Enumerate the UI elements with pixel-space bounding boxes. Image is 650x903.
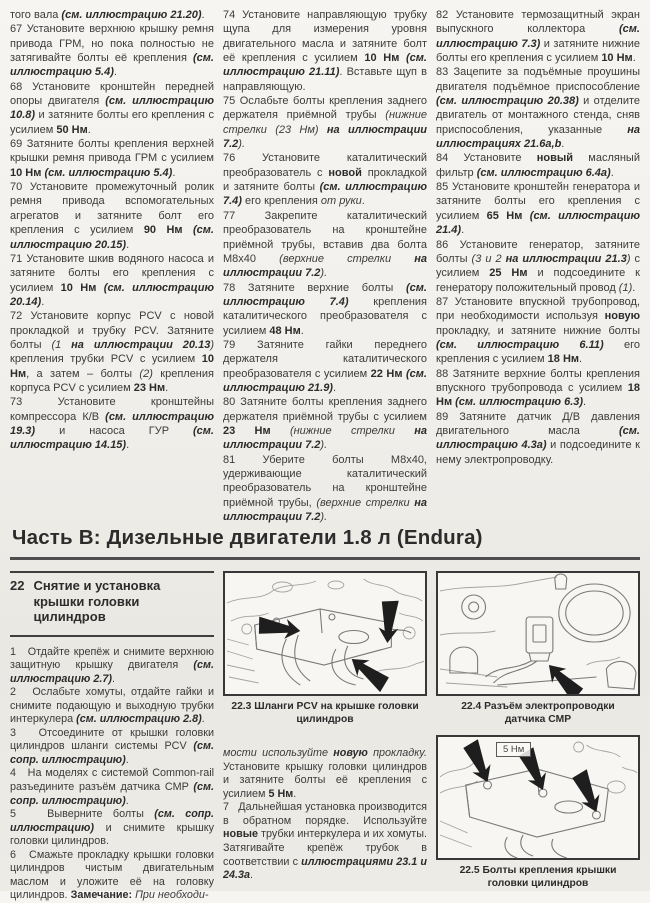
paragraph: 85 Установите кронштейн генератора и затяните болты его крепления с усилием 65 Нм (см. иллюстрацию 21.4).	[436, 181, 640, 237]
top-column-1	[10, 8, 214, 453]
section-steps-column-1	[10, 646, 214, 903]
paragraph: 74 Установите направляющую трубку щупа для измерения уровня двигательного масла и затяните болт её крепления с усилием 10 Нм (см. иллюстрацию 21.11). Вставьте щуп в направляющую.	[223, 9, 427, 93]
bottom-column-3	[436, 571, 640, 890]
paragraph: мости используйте новую прокладку. Установите крышку головки цилиндров и затяните болты её крепления с усилием 5 Нм.	[223, 747, 427, 800]
top-column-3	[436, 8, 640, 467]
part-header	[10, 525, 640, 560]
paragraph: 72 Установите корпус PCV с новой прокладкой и трубку PCV. Затяните болты (1 на иллюстрации 20.13) крепления трубки PCV с усилием 10 Нм, а затем – болты (2) крепления корпуса PCV с усилием 23 Нм.	[10, 310, 214, 394]
figure-caption-22-5: 22.5 Болты крепления крышки головки цилиндров	[459, 865, 617, 889]
paragraph: 3 Отсоедините от крышки головки цилиндров шланги системы PCV (см. сопр. иллюстрацию).	[10, 726, 214, 766]
paragraph: 78 Затяните верхние болты (см. иллюстрацию 7.4) крепления каталитического преобразователя с усилием 48 Нм.	[223, 281, 427, 337]
figure-22-5	[436, 735, 640, 890]
paragraph: 89 Затяните датчик Д/В давления двигательного масла (см. иллюстрацию 4.3а) и подсоедините к нему электропроводку.	[436, 410, 640, 466]
section-steps-column-2	[223, 747, 427, 882]
section-title: Снятие и установка крышки головки цилиндров	[33, 578, 161, 624]
section-22	[10, 571, 640, 903]
section-heading	[10, 571, 214, 637]
paragraph: 68 Установите кронштейн передней опоры двигателя (см. иллюстрацию 10.8) и затяните болты его крепления с усилием 50 Нм.	[10, 80, 214, 136]
paragraph: 75 Ослабьте болты крепления заднего держателя приёмной трубы (нижние стрелки (23 Нм) на иллюстрации 7.2).	[223, 95, 428, 151]
figure-caption-22-4: 22.4 Разъём электропроводки датчика CMP	[461, 701, 615, 725]
paragraph: 7 Дальнейшая установка производится в обратном порядке. Используйте новые трубки интеркулера и их хомуты. Затягивайте крепёж трубок в соответствии с иллюстрациями 23.1 и 24.3а.	[223, 801, 427, 882]
paragraph: 84 Установите новый масляный фильтр (см. иллюстрацию 6.4а).	[436, 152, 640, 179]
part-title: Часть В: Дизельные двигатели 1.8 л (Endura)	[12, 526, 483, 549]
photo-frame-22-4	[436, 571, 640, 696]
paragraph: 5 Выверните болты (см. сопр. иллюстрацию) и снимите крышку головки цилиндров.	[10, 808, 214, 848]
bottom-column-2	[223, 571, 427, 883]
section-number: 22	[10, 578, 25, 593]
paragraph: 4 На моделях с системой Common-rail разъедините разъём датчика CMP (см. сопр. иллюстрацию).	[10, 767, 214, 807]
photo-frame-22-3	[223, 571, 427, 696]
figure-caption-22-3: 22.3 Шланги PCV на крышке головки цилиндров	[231, 701, 419, 725]
paragraph: 83 Зацепите за подъёмные проушины двигателя подъёмное приспособление (см. иллюстрацию 20.38) и отделите двигатель от монтажного стенда, сняв приспособления, указанные на иллюстрациях 21.6а,b.	[436, 66, 641, 151]
paragraph: 6 Смажьте прокладку крышки головки цилиндров чистым двигательным маслом и уложите её на головку цилиндров. Замечание: При необходи-	[10, 848, 214, 902]
paragraph: 86 Установите генератор, затяните болты (3 и 2 на иллюстрации 21.3) с усилием 25 Нм и подсоедините к генератору положительный провод (1).	[436, 238, 640, 294]
bottom-column-1	[10, 571, 214, 903]
paragraph: 82 Установите термозащитный экран выпускного коллектора (см. иллюстрацию 7.3) и затяните нижние болты его крепления с усилием 10 Нм.	[436, 9, 640, 65]
photo-frame-22-5	[436, 735, 640, 860]
paragraph: 77 Закрепите каталитический преобразователь на кронштейне приёмной трубы, вставив два болта М8х40 (верхние стрелки на иллюстрации 7.2).	[223, 209, 427, 280]
paragraph: 71 Установите шкив водяного насоса и затяните болты его крепления с усилием 10 Нм (см. иллюстрацию 20.14).	[10, 252, 214, 308]
paragraph: 87 Установите впускной трубопровод, при необходимости используя новую прокладку, и затяните нижние болты (см. иллюстрацию 6.11) его крепления с усилием 18 Нм.	[436, 295, 640, 366]
paragraph: 79 Затяните гайки переднего держателя каталитического преобразователя с усилием 22 Нм (см. иллюстрацию 21.9).	[223, 338, 427, 394]
paragraph: 2 Ослабьте хомуты, отдайте гайки и снимите подающую и выходную трубки интеркулера (см. иллюстрацию 2.8).	[10, 686, 214, 726]
paragraph: 67 Установите верхнюю крышку ремня привода ГРМ, но пока полностью не затягивайте болты её крепления (см. иллюстрацию 5.4).	[10, 23, 214, 79]
figure-22-3	[223, 571, 427, 726]
paragraph: 76 Установите каталитический преобразователь с новой прокладкой и затяните болты (см. иллюстрацию 7.4) его крепления от руки.	[223, 152, 427, 208]
torque-label: 5 Нм	[496, 742, 531, 757]
paragraph: 80 Затяните болты крепления заднего держателя приёмной трубы с усилием 23 Нм (нижние стрелки на иллюстрации 7.2).	[223, 396, 427, 452]
engine-pcv-hoses-illustration	[225, 573, 425, 694]
paragraph: 73 Установите кронштейны компрессора К/В (см. иллюстрацию 19.3) и насоса ГУР (см. иллюстрацию 14.15).	[10, 396, 215, 452]
arrow-marker-icon	[570, 769, 605, 816]
paragraph: 1 Отдайте крепёж и снимите верхнюю защитную крышку двигателя (см. иллюстрацию 2.7).	[10, 645, 214, 685]
cmp-sensor-connector-illustration	[438, 573, 638, 694]
paragraph: того вала (см. иллюстрацию 21.20).	[10, 9, 205, 21]
paragraph: 81 Уберите болты М8х40, удерживающие каталитический преобразователь на кронштейне приёмной трубы, (верхние стрелки на иллюстрации 7.2).	[223, 453, 427, 524]
paragraph: 88 Затяните верхние болты крепления впускного трубопровода с усилием 18 Нм (см. иллюстрацию 6.3).	[436, 367, 640, 409]
cover-bolts-illustration	[438, 737, 638, 858]
top-column-2	[223, 8, 427, 524]
paragraph: 69 Затяните болты крепления верхней крышки ремня привода ГРМ с усилием 10 Нм (см. иллюстрацию 5.4).	[10, 138, 214, 179]
figure-22-4	[436, 571, 640, 726]
arrow-marker-icon	[542, 658, 586, 694]
arrow-marker-icon	[377, 599, 400, 643]
top-text-section	[10, 8, 640, 525]
paragraph: 70 Установите промежуточный ролик ремня привода вспомогательных агрегатов и затяните болт его крепления с усилием 90 Нм (см. иллюстрацию 20.15).	[10, 181, 214, 251]
